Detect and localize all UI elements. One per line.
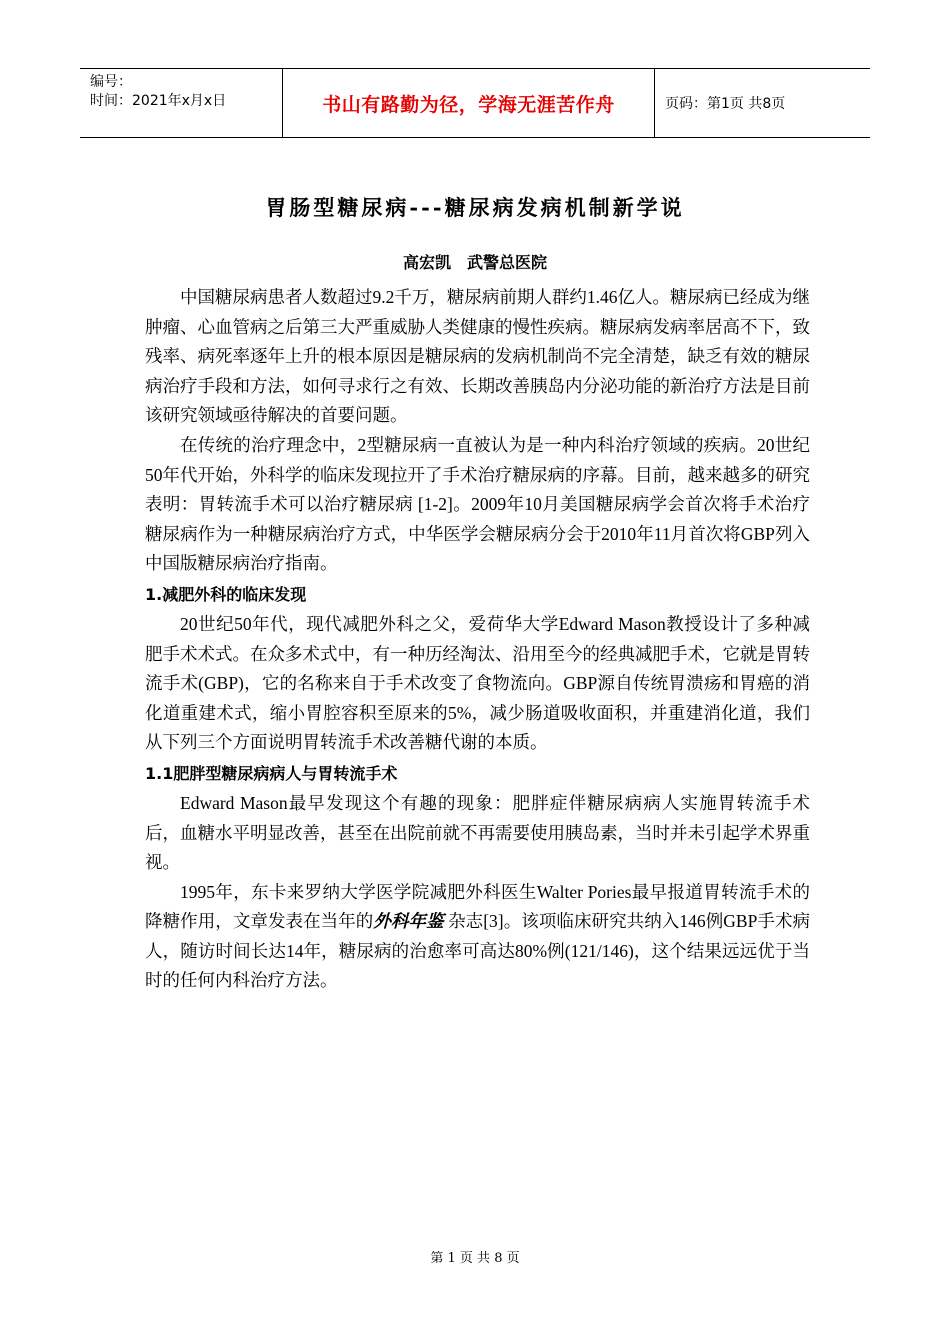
paragraph-history: 在传统的治疗理念中，2型糖尿病一直被认为是一种内科治疗领域的疾病。20世纪50年代开始，外科学的临床发现拉开了手术治疗糖尿病的序幕。目前，越来越多的研究表明：胃转流手术可以治疗糖尿病 [1-2]。2009年10月美国糖尿病学会首次将手术治疗糖尿病作为一种糖尿病治疗方式，中华医学会糖尿病分会于2010年11月首次将GBP列入中国版糖尿病治疗指南。 [145,434,810,574]
header-meta [80,69,283,137]
header-motto-cell [283,69,655,137]
header-motto: 书山有路勤为径，学海无涯苦作舟 [322,93,615,116]
paragraph-intro: 中国糖尿病患者人数超过9.2千万，糖尿病前期人群约1.46亿人。糖尿病已经成为继肿瘤、心血管病之后第三大严重威胁人类健康的慢性疾病。糖尿病发病率居高不下，致残率、病死率逐年上升的根本原因是糖尿病的发病机制尚不完全清楚，缺乏有效的糖尿病治疗手段和方法，如何寻求行之有效、长期改善胰岛内分泌功能的新治疗方法是目前该研究领域亟待解决的首要问题。 [145,287,810,426]
section-heading-1-1: 1.1肥胖型糖尿病病人与胃转流手术 [145,763,398,783]
paragraph-observation: Edward Mason最早发现这个有趣的现象：肥胖症伴糖尿病病人实施胃转流手术后，血糖水平明显改善，甚至在出院前就不再需要使用胰岛素，当时并未引起学术界重视。 [145,792,810,873]
document-title: 胃肠型糖尿病---糖尿病发病机制新学说 [265,195,685,220]
header-page-info: 页码：第1页 共8页 [665,96,786,112]
document-header [80,68,870,138]
author-line: 高宏凯 武警总医院 [402,253,547,272]
paragraph-pories-part-a: 1995年，东卡来罗纳大学医学院减肥外科医生Walter Pories最早报道胃转流手术的降糖作用，文章发表在当年的 [145,881,810,932]
paragraph-pories [145,878,810,996]
section-heading-1: 1.减肥外科的临床发现 [145,584,307,604]
paragraph-mason: 20世纪50年代，现代减肥外科之父，爱荷华大学Edward Mason教授设计了多种减肥手术术式。在众多术式中，有一种历经淘汰、沿用至今的经典减肥手术，它就是胃转流手术(GBP)，它的名称来自于手术改变了食物流向。GBP源自传统胃溃疡和胃癌的消化道重建术式，缩小胃腔容积至原来的5%，减少肠道吸收面积，并重建消化道，我们从下列三个方面说明胃转流手术改善糖代谢的本质。 [145,613,810,753]
journal-name: 外科年鉴 [373,911,444,932]
paragraph-pories-part-b: 杂志[3]。该项临床研究共纳入146例GBP手术病人，随访时间长达14年，糖尿病的治愈率可高达80%例(121/146)，这个结果远远优于当时的任何内科治疗方法。 [145,911,811,991]
time-label: 时间：2021年x月x日 [90,93,227,109]
document-body [145,283,810,996]
page-footer: 第 1 页 共 8 页 [430,1251,520,1266]
number-label: 编号： [90,74,132,90]
